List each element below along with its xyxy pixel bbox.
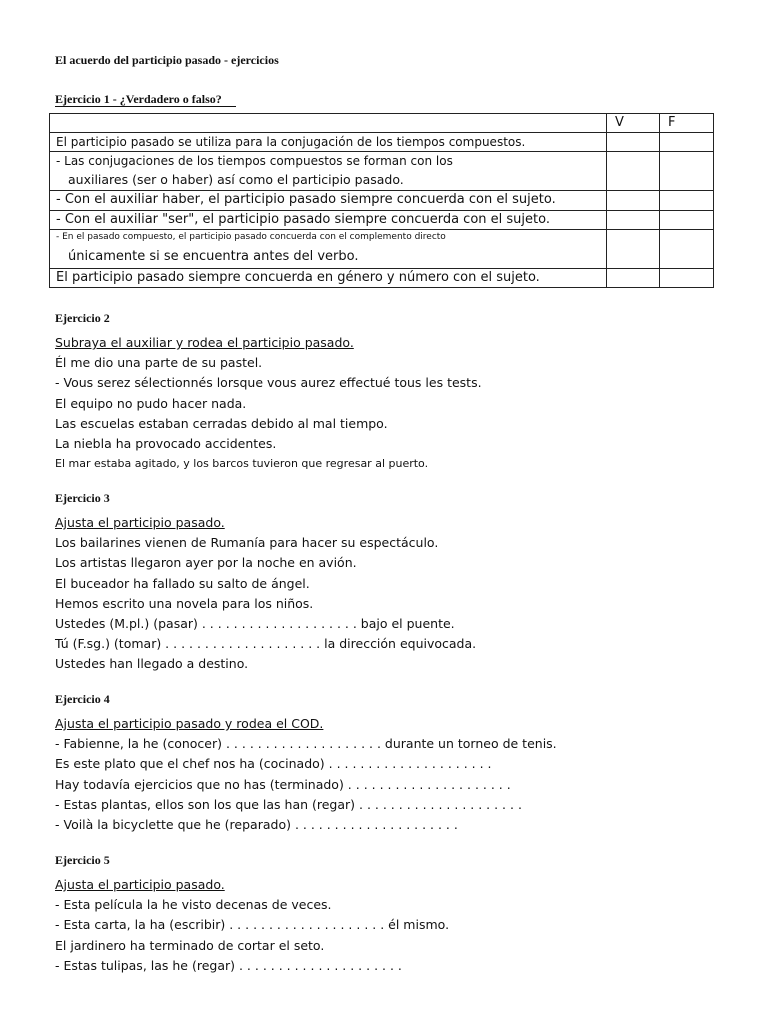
answer-v-cell[interactable]: [607, 152, 660, 191]
true-false-table: [49, 113, 714, 288]
answer-f-cell[interactable]: [660, 152, 714, 191]
exercise-2: [55, 311, 735, 474]
exercise-5-instruction: Ajusta el participio pasado.: [55, 877, 225, 892]
exercise-4-instruction: Ajusta el participio pasado y rodea el COD.: [55, 716, 324, 731]
answer-f-cell[interactable]: [660, 133, 714, 152]
exercise-2-heading: Ejercicio 2: [55, 311, 110, 325]
statement-line-1: - En el pasado compuesto, el participio pasado concuerda con el complemento directo: [56, 232, 446, 242]
exercise-1-heading: [55, 92, 236, 107]
exercise-line: - Fabienne, la he (conocer) . . . . . . . . . . . . . . . . . . . . durante un torneo de tenis.: [55, 736, 557, 752]
exercise-2-instruction: Subraya el auxiliar y rodea el participio pasado.: [55, 335, 354, 350]
table-row: [50, 191, 714, 211]
exercise-5-heading: Ejercicio 5: [55, 853, 110, 867]
answer-v-cell[interactable]: [607, 211, 660, 230]
table-row: [50, 152, 714, 191]
statement-line-1: - Las conjugaciones de los tiempos compuestos se forman con los: [56, 154, 453, 168]
exercise-line: - Esta carta, la ha (escribir) . . . . . . . . . . . . . . . . . . . . él mismo.: [55, 917, 450, 933]
exercise-line: - Esta película la he visto decenas de veces.: [55, 897, 332, 913]
exercise-3-heading: Ejercicio 3: [55, 491, 110, 505]
statement-cell: El participio pasado siempre concuerda en género y número con el sujeto.: [50, 269, 607, 288]
exercise-line: Ustedes (M.pl.) (pasar) . . . . . . . . . . . . . . . . . . . . bajo el puente.: [55, 616, 455, 632]
exercise-4-heading: Ejercicio 4: [55, 692, 110, 706]
exercise-line: Hemos escrito una novela para los niños.: [55, 595, 314, 611]
exercise-line: - Vous serez sélectionnés lorsque vous aurez effectué tous les tests.: [55, 375, 482, 391]
exercise-3-instruction: Ajusta el participio pasado.: [55, 515, 225, 530]
statement-cell: [50, 230, 607, 269]
exercise-line: - Estas plantas, ellos son los que las han (regar) . . . . . . . . . . . . . . . . . . . . .: [55, 796, 522, 812]
statement-cell: El participio pasado se utiliza para la conjugación de los tiempos compuestos.: [50, 133, 607, 152]
exercise-4: [55, 692, 735, 835]
statement-line-2: auxiliares (ser o haber) así como el participio pasado.: [68, 172, 404, 187]
exercise-line: Los bailarines vienen de Rumanía para hacer su espectáculo.: [55, 535, 439, 551]
exercise-3: [55, 491, 735, 675]
exercise-line: El buceador ha fallado su salto de ángel.: [55, 575, 310, 591]
answer-f-cell[interactable]: [660, 211, 714, 230]
table-header-row: [50, 114, 714, 133]
statement-cell: [50, 152, 607, 191]
exercise-line: Tú (F.sg.) (tomar) . . . . . . . . . . . . . . . . . . . . la dirección equivocada.: [55, 636, 477, 652]
exercise-line: Los artistas llegaron ayer por la noche en avión.: [55, 555, 357, 571]
table-header-blank: [50, 114, 607, 133]
table-row: [50, 133, 714, 152]
answer-f-cell[interactable]: [660, 230, 714, 269]
statement-cell: - Con el auxiliar haber, el participio pasado siempre concuerda con el sujeto.: [50, 191, 607, 211]
exercise-line: La niebla ha provocado accidentes.: [55, 436, 277, 452]
exercise-1-heading-text: Ejercicio 1 - ¿Verdadero o falso?: [55, 92, 236, 107]
statement-cell: - Con el auxiliar "ser", el participio pasado siempre concuerda con el sujeto.: [50, 211, 607, 230]
answer-v-cell[interactable]: [607, 230, 660, 269]
exercise-line: Hay todavía ejercicios que no has (terminado) . . . . . . . . . . . . . . . . . . . . .: [55, 776, 511, 792]
exercise-line: El mar estaba agitado, y los barcos tuvieron que regresar al puerto.: [55, 457, 429, 471]
answer-v-cell[interactable]: [607, 133, 660, 152]
column-v-header: V: [607, 114, 660, 133]
exercise-line: Es este plato que el chef nos ha (cocinado) . . . . . . . . . . . . . . . . . . . . .: [55, 756, 492, 772]
answer-v-cell[interactable]: [607, 269, 660, 288]
exercise-5: [55, 853, 735, 976]
exercise-line: - Estas tulipas, las he (regar) . . . . . . . . . . . . . . . . . . . . .: [55, 957, 402, 973]
answer-f-cell[interactable]: [660, 269, 714, 288]
page-title: El acuerdo del participio pasado - ejercicios: [55, 53, 279, 67]
exercise-line: Él me dio una parte de su pastel.: [55, 355, 263, 371]
exercise-line: - Voilà la bicyclette que he (reparado) . . . . . . . . . . . . . . . . . . . . .: [55, 817, 458, 833]
table-row: [50, 211, 714, 230]
answer-f-cell[interactable]: [660, 191, 714, 211]
table-row: [50, 269, 714, 288]
exercise-line: El jardinero ha terminado de cortar el seto.: [55, 937, 325, 953]
exercise-line: El equipo no pudo hacer nada.: [55, 395, 247, 411]
statement-line-2: únicamente si se encuentra antes del verbo.: [68, 249, 359, 264]
exercise-line: Ustedes han llegado a destino.: [55, 656, 249, 672]
exercise-line: Las escuelas estaban cerradas debido al mal tiempo.: [55, 415, 388, 431]
column-f-header: F: [660, 114, 714, 133]
answer-v-cell[interactable]: [607, 191, 660, 211]
table-row: [50, 230, 714, 269]
